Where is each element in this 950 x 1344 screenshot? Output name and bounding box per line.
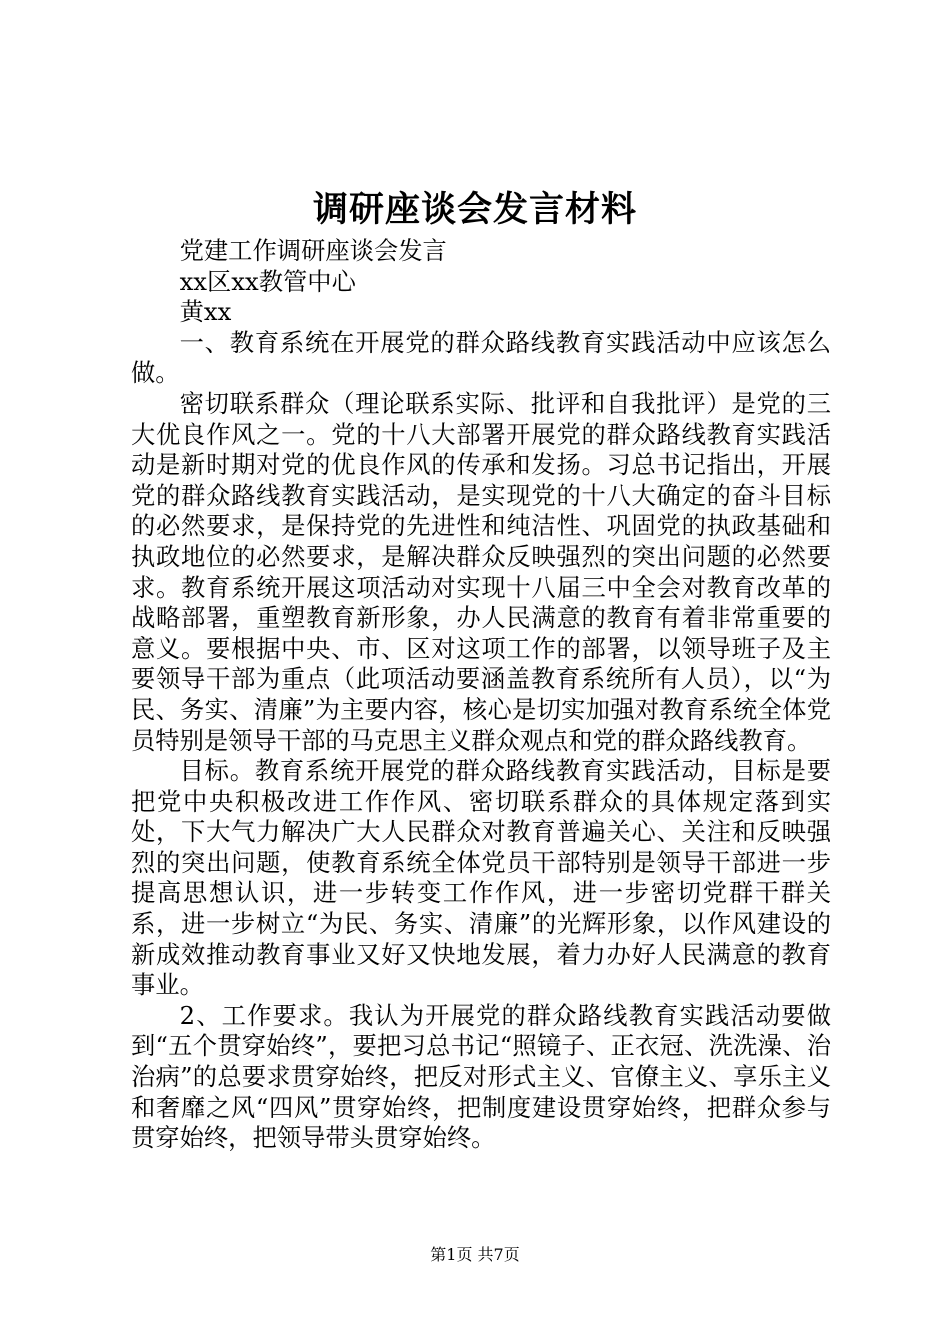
paragraph-section-heading: 一、教育系统在开展党的群众路线教育实践活动中应该怎么做。 <box>131 327 831 388</box>
paragraph-body: 目标。教育系统开展党的群众路线教育实践活动，目标是要把党中央积极改进工作作风、密切联系群众的具体规定落到实处，下大气力解决广大人民群众对教育普遍关心、关注和反映强烈的突出问题，使教育系统全体党员干部特别是领导干部进一步提高思想认识，进一步转变工作作风，进一步密切党群干群关系，进一步树立“为民、务实、清廉”的光辉形象，以作风建设的新成效推动教育事业又好又快地发展，着力办好人民满意的教育事业。 <box>131 756 831 1000</box>
paragraph-body: 密切联系群众（理论联系实际、批评和自我批评）是党的三大优良作风之一。党的十八大部署开展党的群众路线教育实践活动是新时期对党的优良作风的传承和发扬。习总书记指出，开展党的群众路线教育实践活动，是实现党的十八大确定的奋斗目标的必然要求，是保持党的先进性和纯洁性、巩固党的执政基础和执政地位的必然要求，是解决群众反映强烈的突出问题的必然要求。教育系统开展这项活动对实现十八届三中全会对教育改革的战略部署，重塑教育新形象，办人民满意的教育有着非常重要的意义。要根据中央、市、区对这项工作的部署，以领导班子及主要领导干部为重点（此项活动要涵盖教育系统所有人员），以“为民、务实、清廉”为主要内容，核心是切实加强对教育系统全体党员特别是领导干部的马克思主义群众观点和党的群众路线教育。 <box>131 388 831 755</box>
paragraph-organization: xx区xx教管中心 <box>179 266 356 296</box>
paragraph-body: 2、工作要求。我认为开展党的群众路线教育实践活动要做到“五个贯穿始终”，要把习总书记“照镜子、正衣冠、洗洗澡、治治病”的总要求贯穿始终，把反对形式主义、官僚主义、享乐主义和奢靡之风“四风”贯穿始终，把制度建设贯穿始终，把群众参与贯穿始终，把领导带头贯穿始终。 <box>131 1000 831 1153</box>
paragraph-author: 黄xx <box>179 297 232 327</box>
document-body <box>131 236 831 1154</box>
paragraph-subject: 党建工作调研座谈会发言 <box>179 236 447 265</box>
page-number-footer: 第1页 共7页 <box>430 1245 520 1264</box>
document-title: 调研座谈会发言材料 <box>312 189 637 230</box>
